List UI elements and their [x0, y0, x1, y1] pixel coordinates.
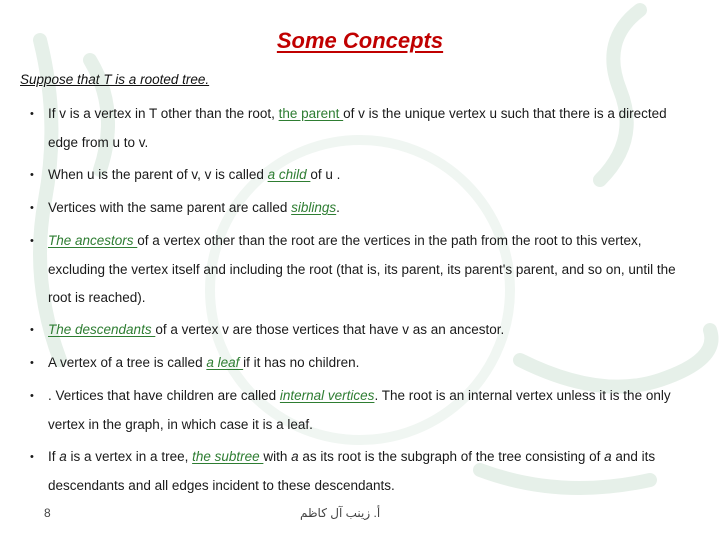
bullet-text: If v is a vertex in T other than the root, the parent of v is the unique vertex u such that there is a directed edge from u to v. — [48, 106, 667, 150]
bullet-text: The ancestors of a vertex other than the root are the vertices in the path from the root to this vertex, excluding the vertex itself and including the root (that is, its parent, its parent's parent, and so on, until the root is reached). — [48, 233, 676, 305]
bullet-dot: • — [30, 451, 34, 463]
bullet-text: A vertex of a tree is called a leaf if it has no children. — [48, 355, 360, 370]
term-descendants: The descendants — [48, 322, 156, 337]
bullet-dot: • — [30, 357, 34, 369]
page-number: 8 — [44, 506, 51, 520]
bullet-dot: • — [30, 390, 34, 402]
bullet-text: If a is a vertex in a tree, the subtree with a as its root is the subgraph of the tree consisting of a and its descendants and all edges incident to these descendants. — [48, 449, 656, 493]
bullet-text: The descendants of a vertex v are those vertices that have v as an ancestor. — [48, 322, 505, 337]
bullet-dot: • — [30, 324, 34, 336]
slide-title: Some Concepts — [276, 28, 444, 53]
bullet-dot: • — [30, 235, 34, 247]
intro-text: Suppose that T is a rooted tree. — [20, 72, 210, 87]
term-child: a child — [267, 167, 311, 182]
bullet-text: When u is the parent of v, v is called a child of u . — [48, 167, 341, 182]
term-internal-vertices: internal vertices — [279, 388, 375, 403]
term-siblings: siblings — [291, 200, 337, 215]
term-ancestors: The ancestors — [48, 233, 138, 248]
bullet-dot: • — [30, 169, 34, 181]
term-parent: the parent — [278, 106, 344, 121]
bullet-text: . Vertices that have children are called internal vertices. The root is an internal vertex unless it is the only vertex in the graph, in which case it is a leaf. — [48, 388, 671, 432]
term-leaf: a leaf — [206, 355, 244, 370]
bullet-dot: • — [30, 108, 34, 120]
author-credit: أ. زينب آل كاظم — [300, 506, 381, 520]
bullet-dot: • — [30, 202, 34, 214]
bullet-text: Vertices with the same parent are called siblings. — [48, 200, 340, 215]
term-subtree: the subtree — [192, 449, 264, 464]
